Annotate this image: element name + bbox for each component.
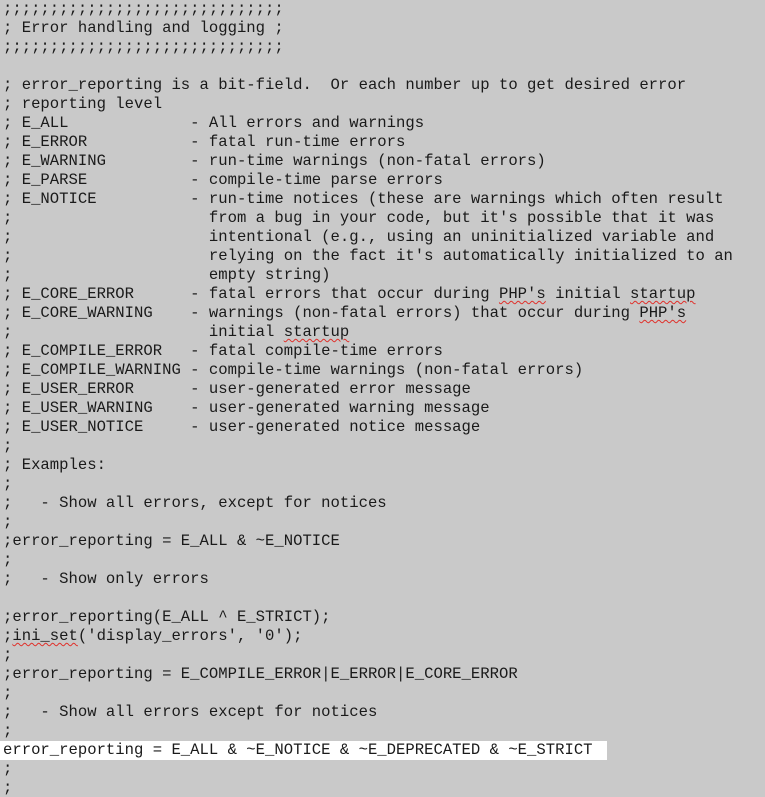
code-line[interactable] [3,418,733,437]
code-line[interactable] [3,38,733,57]
code-text: ;error_reporting = E_ALL & ~E_NOTICE [3,532,340,550]
code-line[interactable] [3,437,733,456]
code-text: ;;;;;;;;;;;;;;;;;;;;;;;;;;;;;; [3,38,284,56]
code-line[interactable] [3,380,733,399]
code-text: ; Error handling and logging ; [3,19,284,37]
code-line[interactable] [3,551,733,570]
code-text: ; [3,513,13,531]
code-text: ; E_CORE_ERROR - fatal errors that occur during [3,285,499,303]
active-config-line[interactable] [0,741,607,760]
code-text: ; E_COMPILE_ERROR - fatal compile-time errors [3,342,443,360]
code-line[interactable] [3,19,733,38]
code-text: ; E_USER_WARNING - user-generated warning message [3,399,490,417]
code-text: initial [545,285,630,303]
code-text: ; reporting level [3,95,163,113]
code-line[interactable] [3,665,733,684]
code-text: ; E_USER_NOTICE - user-generated notice message [3,418,481,436]
code-line[interactable] [3,152,733,171]
code-text: ; E_COMPILE_WARNING - compile-time warnings (non-fatal errors) [3,361,584,379]
code-text: ; intentional (e.g., using an uninitialized variable and [3,228,715,246]
code-line[interactable] [3,361,733,380]
code-text: ; E_CORE_WARNING - warnings (non-fatal errors) that occur during [3,304,640,322]
code-text: ; - Show all errors, except for notices [3,494,387,512]
code-line[interactable] [3,133,733,152]
code-text: ; Examples: [3,456,106,474]
code-text: error_reporting = E_ALL & ~E_NOTICE & ~E_DEPRECATED & ~E_STRICT [3,741,593,759]
spellcheck-flagged-word: PHP's [639,304,687,322]
code-line[interactable] [3,779,733,797]
code-line[interactable] [3,627,733,646]
code-line[interactable] [3,76,733,95]
spellcheck-flagged-word: startup [630,285,696,303]
spellcheck-flagged-word: PHP's [498,285,546,303]
code-text: ;error_reporting = E_COMPILE_ERROR|E_ERROR|E_CORE_ERROR [3,665,518,683]
code-text: ;error_reporting(E_ALL ^ E_STRICT); [3,608,331,626]
code-line[interactable] [3,323,733,342]
code-text: ; [3,475,13,493]
code-text: ('display_errors', '0'); [77,627,303,645]
code-line[interactable] [3,684,733,703]
code-text: ; [3,437,13,455]
code-text: ; E_ERROR - fatal run-time errors [3,133,406,151]
code-line[interactable] [3,57,733,76]
code-text: ; E_USER_ERROR - user-generated error message [3,380,471,398]
code-text: ; [3,722,13,740]
code-line[interactable] [3,190,733,209]
code-text: ;;;;;;;;;;;;;;;;;;;;;;;;;;;;;; [3,0,284,18]
code-line[interactable] [3,342,733,361]
code-text: ; initial [3,323,284,341]
code-text: ; error_reporting is a bit-field. Or each number up to get desired error [3,76,687,94]
code-line[interactable] [3,494,733,513]
code-line[interactable] [3,209,733,228]
code-line[interactable] [3,589,733,608]
code-text: ; [3,684,13,702]
code-text: ; [3,627,13,645]
config-file-content[interactable] [3,0,733,797]
code-text: ; E_PARSE - compile-time parse errors [3,171,443,189]
code-line[interactable] [3,228,733,247]
code-text: ; - Show all errors except for notices [3,703,378,721]
code-line[interactable] [3,399,733,418]
code-text: ; [3,760,13,778]
code-text: ; E_ALL - All errors and warnings [3,114,425,132]
code-text: ; from a bug in your code, but it's possible that it was [3,209,715,227]
spellcheck-flagged-word: startup [283,323,350,341]
spellcheck-flagged-word: ini_set [12,627,78,645]
code-text: ; [3,779,13,797]
code-line[interactable] [3,456,733,475]
code-line[interactable] [3,266,733,285]
code-line[interactable] [3,570,733,589]
code-line[interactable] [3,304,733,323]
code-line[interactable] [3,0,733,19]
code-line[interactable] [3,722,733,741]
code-text: ; [3,646,13,664]
code-line[interactable] [3,114,733,133]
code-line[interactable] [3,95,733,114]
code-line[interactable] [3,247,733,266]
code-line[interactable] [3,646,733,665]
code-text: ; E_NOTICE - run-time notices (these are warnings which often result [3,190,724,208]
code-text: ; relying on the fact it's automatically initialized to an [3,247,733,265]
code-text: ; empty string) [3,266,331,284]
code-line[interactable] [3,532,733,551]
code-line[interactable] [3,608,733,627]
code-line[interactable] [3,285,733,304]
code-line[interactable] [3,475,733,494]
code-line[interactable] [3,171,733,190]
code-text: ; [3,551,13,569]
code-text: ; E_WARNING - run-time warnings (non-fatal errors) [3,152,546,170]
code-line[interactable] [3,760,733,779]
code-line[interactable] [3,703,733,722]
code-line[interactable] [3,513,733,532]
code-text: ; - Show only errors [3,570,209,588]
